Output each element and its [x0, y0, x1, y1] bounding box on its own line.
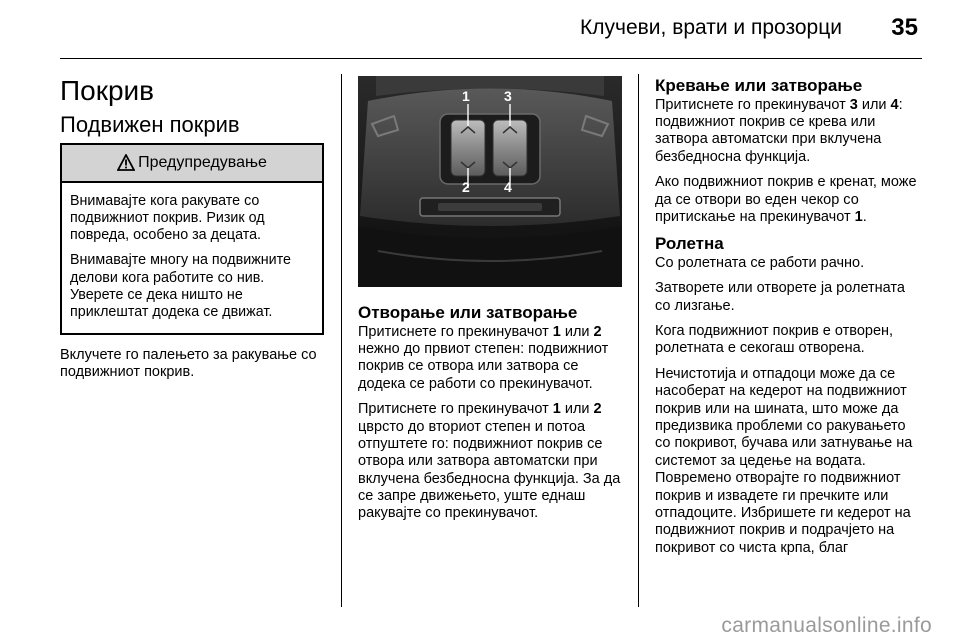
column-left [60, 76, 324, 390]
paragraph: Вклучете го палењето за ракување со подвижниот покрив. [60, 347, 317, 381]
sunroof-switch-photo [358, 76, 622, 287]
photo-label-4: 4 [504, 179, 512, 195]
photo-label-1: 1 [462, 88, 470, 104]
column-middle [358, 76, 622, 531]
section-subheading: Подвижен покрив [60, 111, 240, 137]
paragraph: Притиснете го прекинувачот 1 или 2 цврсто до вториот степен и потоа отпуштете го: подвижниот покрив се отвора или затвора автоматски при вклучена безбедносна функција. За да се запре движењето, уште еднаш ракувајте со прекинувачот. [358, 401, 621, 522]
page-number: 35 [891, 14, 918, 41]
section-heading: Покрив [60, 75, 155, 106]
subsection-heading: Кревање или затворање [655, 76, 863, 95]
paragraph: Кога подвижниот покрив е отворен, ролетната е секогаш отворена. [655, 323, 894, 357]
warning-body [62, 183, 322, 333]
column-right [655, 76, 923, 565]
header-title: Клучеви, врати и прозорци [580, 16, 842, 39]
subsection-heading: Ролетна [655, 234, 724, 254]
warning-text-1: Внимавајте кога ракувате со подвижниот покрив. Ризик од повреда, особено за децата. [70, 192, 265, 244]
watermark: carmanualsonline.info [721, 614, 932, 637]
column-divider-1 [341, 74, 342, 607]
paragraph: Нечистотија и отпадоци може да се насоберат на кедерот на подвижниот покрив или на шината, што може да предизвика проблеми со ракувањето со покривот, бучава или затнување на системот за цедење на водата. Повремено отворајте го подвижниот покрив и извадете ги пречките или отпадоците. Избришете ги кедерот на подвижниот покрив и подрачјето на покривот со чиста крпа, благ [655, 365, 913, 556]
sunroof-console-illustration [358, 76, 622, 287]
header-rule [60, 58, 922, 59]
column-divider-2 [638, 74, 639, 607]
paragraph: Ако подвижниот покрив е кренат, може да се отвори во еден чекор со притискање на прекинувачот 1. [655, 174, 917, 225]
photo-label-2: 2 [462, 179, 470, 195]
paragraph: Притиснете го прекинувачот 1 или 2 нежно до првиот степен: подвижниот покрив се отвора или затвора се додека се работи со прекинувачот. [358, 323, 609, 392]
warning-title: Предупредување [138, 153, 267, 171]
photo-label-3: 3 [504, 88, 512, 104]
paragraph: Притиснете го прекинувачот 3 или 4: подвижниот покрив се крева или затвора автоматски при вклучена безбедносна функција. [655, 96, 903, 165]
paragraph: Затворете или отворете ја ролетната со лизгање. [655, 280, 905, 314]
subsection-heading: Отворање или затворање [358, 303, 578, 322]
warning-text-2: Внимавајте многу на подвижните делови кога работите со нив. Уверете се дека ништо не приклештат додека се движат. [70, 252, 291, 320]
warning-box [60, 143, 324, 335]
warning-triangle-icon [117, 154, 135, 171]
warning-header [62, 145, 322, 183]
paragraph: Со ролетната се работи рачно. [655, 254, 865, 271]
